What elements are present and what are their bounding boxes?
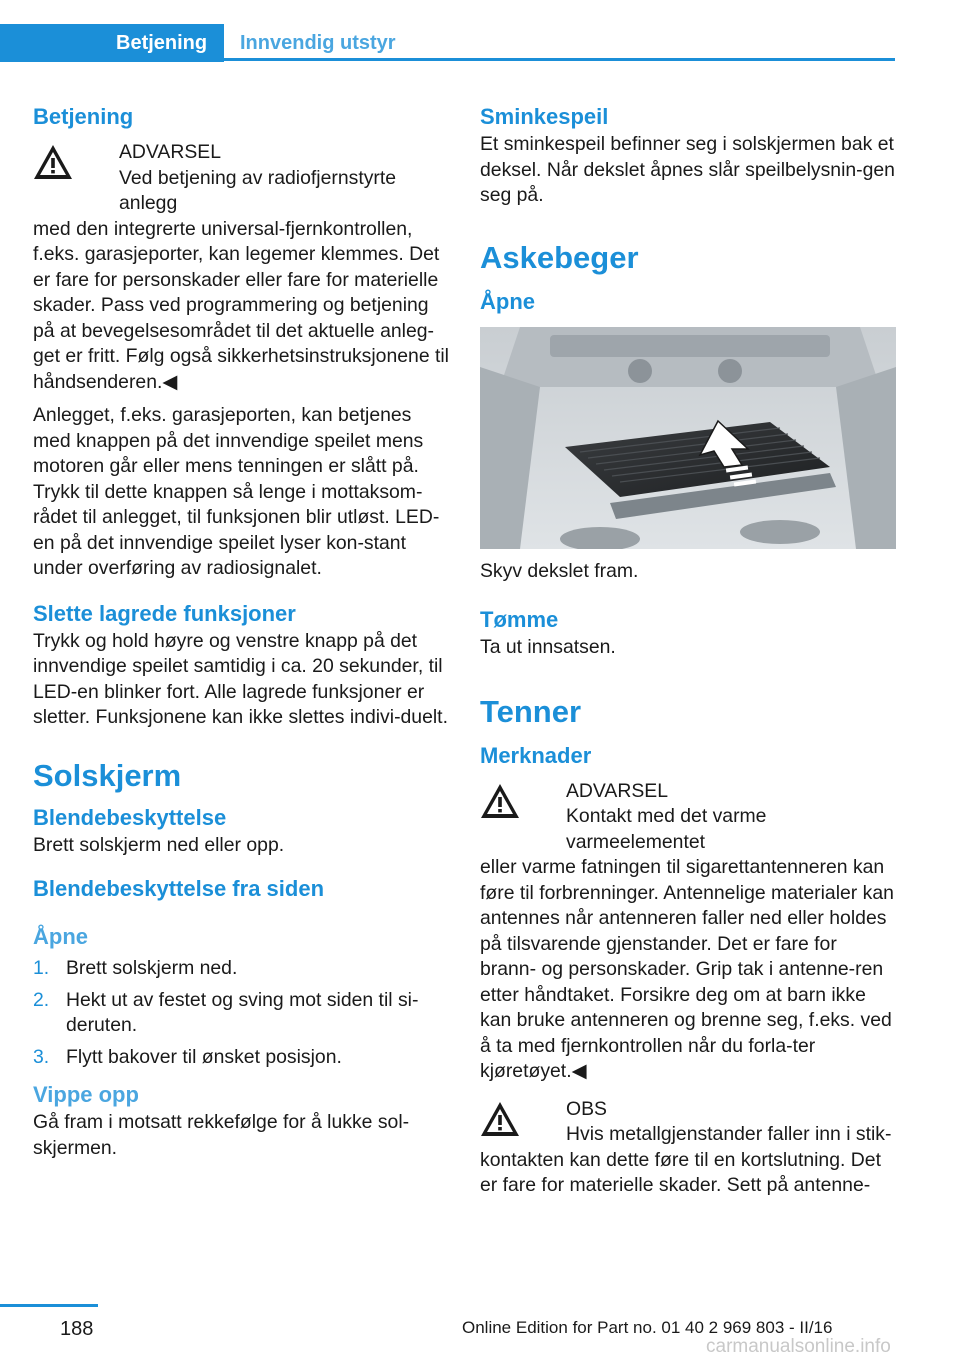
warning-first-line: Hvis metallgjenstander faller inn i stik‐ — [566, 1123, 892, 1145]
warning-body: kontakten kan dette føre til en kortslutning. Det er fare for materielle skader. Sett på antenne‐ — [480, 1148, 881, 1196]
paragraph-slette: Trykk og hold høyre og venstre knapp på det innvendige speilet samtidig i ca. 20 sekunder, til LED-en blinker fort. Alle lagrede funksjoner er sletter. Funksjonene kan ikke slettes indivi‐duelt. — [33, 629, 448, 728]
heading-tenner: Tenner — [480, 693, 582, 729]
page-number: 188 — [60, 1318, 94, 1340]
paragraph-vippe: Gå fram i motsatt rekkefølge for å lukke sol‐skjermen. — [33, 1111, 410, 1159]
warning-title: ADVARSEL — [119, 141, 222, 163]
ashtray-photo — [480, 327, 896, 549]
paragraph-anlegget: Anlegget, f.eks. garasjeporten, kan betjenes med knappen på det innvendige speilet mens motoren går eller mens tenningen er slått på. Trykk til dette knappen så lenge i mottaksom‐rådet til anlegget, til funksjonen blir utløst. LED-en på det innvendige speilet lyser kon‐stant under overføring av radiosignalet. — [33, 404, 440, 579]
warning-icon — [480, 783, 520, 819]
warning-block-3 — [480, 1097, 896, 1199]
warning-block-1 — [33, 140, 451, 395]
paragraph-blende: Brett solskjerm ned eller opp. — [33, 833, 285, 856]
heading-slette: Slette lagrede funksjoner — [33, 600, 296, 626]
warning-first-line: Ved betjening av radiofjernstyrte anlegg — [119, 166, 397, 214]
heading-betjening: Betjening — [33, 104, 134, 129]
tab-betjening: Betjening — [0, 24, 224, 62]
heading-blendebeskyttelse: Blendebeskyttelse — [33, 804, 227, 830]
edition-text: Online Edition for Part no. 01 40 2 969 803 - II/16 — [462, 1318, 833, 1337]
heading-merknader: Merknader — [480, 742, 592, 768]
heading-vippe-opp: Vippe opp — [33, 1082, 139, 1107]
warning-icon — [33, 144, 73, 180]
steps-list — [33, 956, 451, 1070]
ashtray-illustration — [480, 327, 896, 549]
heading-sminkespeil: Sminkespeil — [480, 104, 609, 129]
footer-rule — [0, 1304, 98, 1307]
heading-blende-siden: Blendebeskyttelse fra siden — [33, 876, 325, 901]
warning-first-line: Kontakt med det varme varmeelementet — [566, 805, 767, 853]
warning-icon — [480, 1101, 520, 1137]
warning-body: eller varme fatningen til sigarettantenneren kan føre til forbrenninger. Antennelige materialer kan antennes når antenneren faller ned eller holdes på tilsvarende gjenstander. Det er fare for brann- og personskader. Grip tak i antenne‐ren etter håndtaket. Forsikre deg om at barn ikke kan bruke antenneren og brenne seg, f.eks. ved å ta med fjernkontrollen når du forla‐ter kjøretøyet.◀ — [480, 856, 894, 1082]
warning-block-2 — [480, 779, 896, 1085]
warning-body: med den integrerte universal-fjernkontrollen, f.eks. garasjeporter, kan legemer klemmes. Det er fare for personskader eller fare for materielle skader. Pass ved programmering og betjening på at bevegelsesområdet til det aktuelle anleg‐get er fritt. Følg også sikkerhetsinstruksjonene til håndsenderen.◀ — [33, 217, 449, 393]
page-header — [0, 24, 960, 62]
header-rule — [0, 58, 895, 61]
list-item: 3. Flytt bakover til ønsket posisjon. — [33, 1045, 342, 1068]
heading-solskjerm: Solskjerm — [33, 757, 182, 793]
photo-caption: Skyv dekslet fram. — [480, 559, 639, 582]
left-column — [33, 100, 451, 1161]
warning-title: OBS — [566, 1097, 607, 1120]
right-column — [480, 100, 896, 1199]
list-item: 1. Brett solskjerm ned. — [33, 957, 238, 979]
heading-apne-left: Åpne — [33, 924, 88, 949]
list-item: 2. Hekt ut av festet og sving mot siden til si‐deruten. — [33, 988, 419, 1036]
paragraph-sminkespeil: Et sminkespeil befinner seg i solskjermen bak et deksel. Når dekslet åpnes slår speilbelysnin‐gen seg på. — [480, 133, 895, 206]
heading-apne-right: Åpne — [480, 288, 535, 314]
heading-askebeger: Askebeger — [480, 239, 639, 275]
paragraph-tomme: Ta ut innsatsen. — [480, 636, 616, 658]
watermark: carmanualsonline.info — [706, 1336, 891, 1357]
warning-title: ADVARSEL — [566, 779, 669, 802]
tab-innvendig-utstyr: Innvendig utstyr — [240, 32, 396, 54]
heading-tomme: Tømme — [480, 607, 559, 632]
